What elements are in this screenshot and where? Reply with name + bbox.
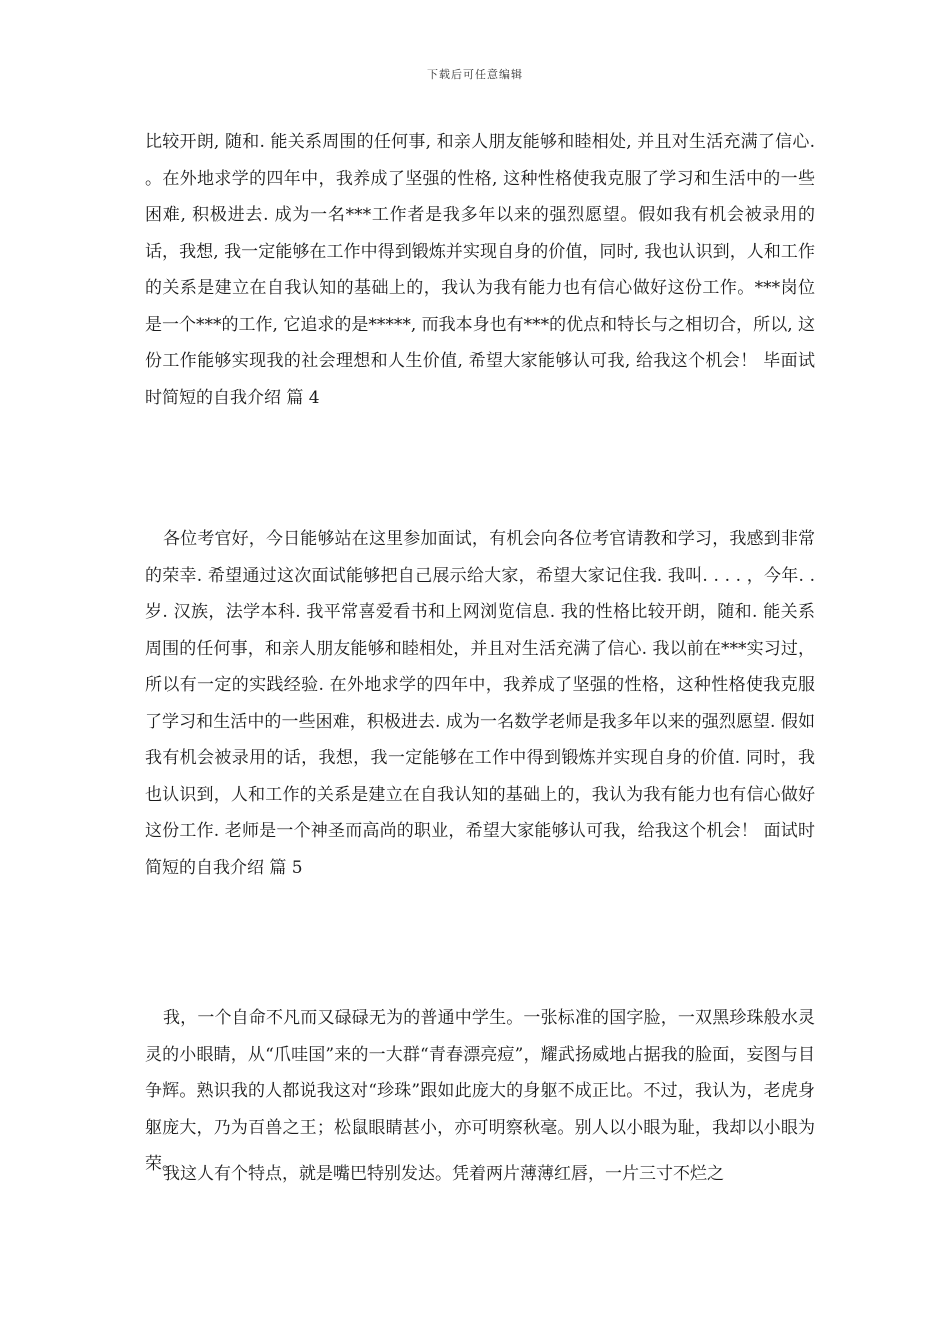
paragraph-block-1 [145,124,815,416]
paragraph-block-2 [145,521,815,886]
body-paragraph: 比较开朗, 随和. 能关系周围的任何事, 和亲人朋友能够和睦相处, 并且对生活充满了信心. 。在外地求学的四年中，我养成了坚强的性格, 这种性格使我克服了学习和生活中的一些困难, 积极进去. 成为一名***工作者是我多年以来的强烈愿望。假如我有机会被录用的话，我想, 我一定能够在工作中得到锻炼并实现自身的价值，同时, 我也认识到，人和工作的关系是建立在自我认知的基础上的，我认为我有能力也有信心做好这份工作。***岗位是一个***的工作, 它追求的是*****, 而我本身也有***的优点和特长与之相切合，所以, 这份工作能够实现我的社会理想和人生价值, 希望大家能够认可我, 给我这个机会！ 毕面试时简短的自我介绍 篇 4 [145,132,815,408]
body-paragraph: 我，一个自命不凡而又碌碌无为的普通中学生。一张标准的国字脸，一双黑珍珠般水灵灵的小眼睛，从“爪哇国”来的一大群“青春漂亮痘”，耀武扬威地占据我的脸面，妄图与目争辉。熟识我的人都说我这对“珍珠”跟如此庞大的身躯不成正比。不过，我认为，老虎身躯庞大，乃为百兽之王；松鼠眼睛甚小，亦可明察秋毫。别人以小眼为耻，我却以小眼为荣。 [145,1008,815,1174]
paragraph-block-4 [145,1156,815,1193]
page-header: 下载后可任意编辑 [427,68,523,81]
body-paragraph: 各位考官好，今日能够站在这里参加面试，有机会向各位考官请教和学习，我感到非常的荣幸. 希望通过这次面试能够把自己展示给大家，希望大家记住我. 我叫. . . . ，今年. . 岁. 汉族，法学本科. 我平常喜爱看书和上网浏览信息. 我的性格比较开朗，随和. 能关系周围的任何事，和亲人朋友能够和睦相处，并且对生活充满了信心. 我以前在***实习过，所以有一定的实践经验. 在外地求学的四年中，我养成了坚强的性格，这种性格使我克服了学习和生活中的一些困难，积极进去. 成为一名数学老师是我多年以来的强烈愿望. 假如我有机会被录用的话，我想，我一定能够在工作中得到锻炼并实现自身的价值. 同时，我也认识到，人和工作的关系是建立在自我认知的基础上的，我认为我有能力也有信心做好这份工作. 老师是一个神圣而高尚的职业，希望大家能够认可我，给我这个机会！ 面试时简短的自我介绍 篇 5 [145,529,815,878]
body-paragraph: 我这人有个特点，就是嘴巴特别发达。凭着两片薄薄红唇，一片三寸不烂之 [163,1164,724,1184]
